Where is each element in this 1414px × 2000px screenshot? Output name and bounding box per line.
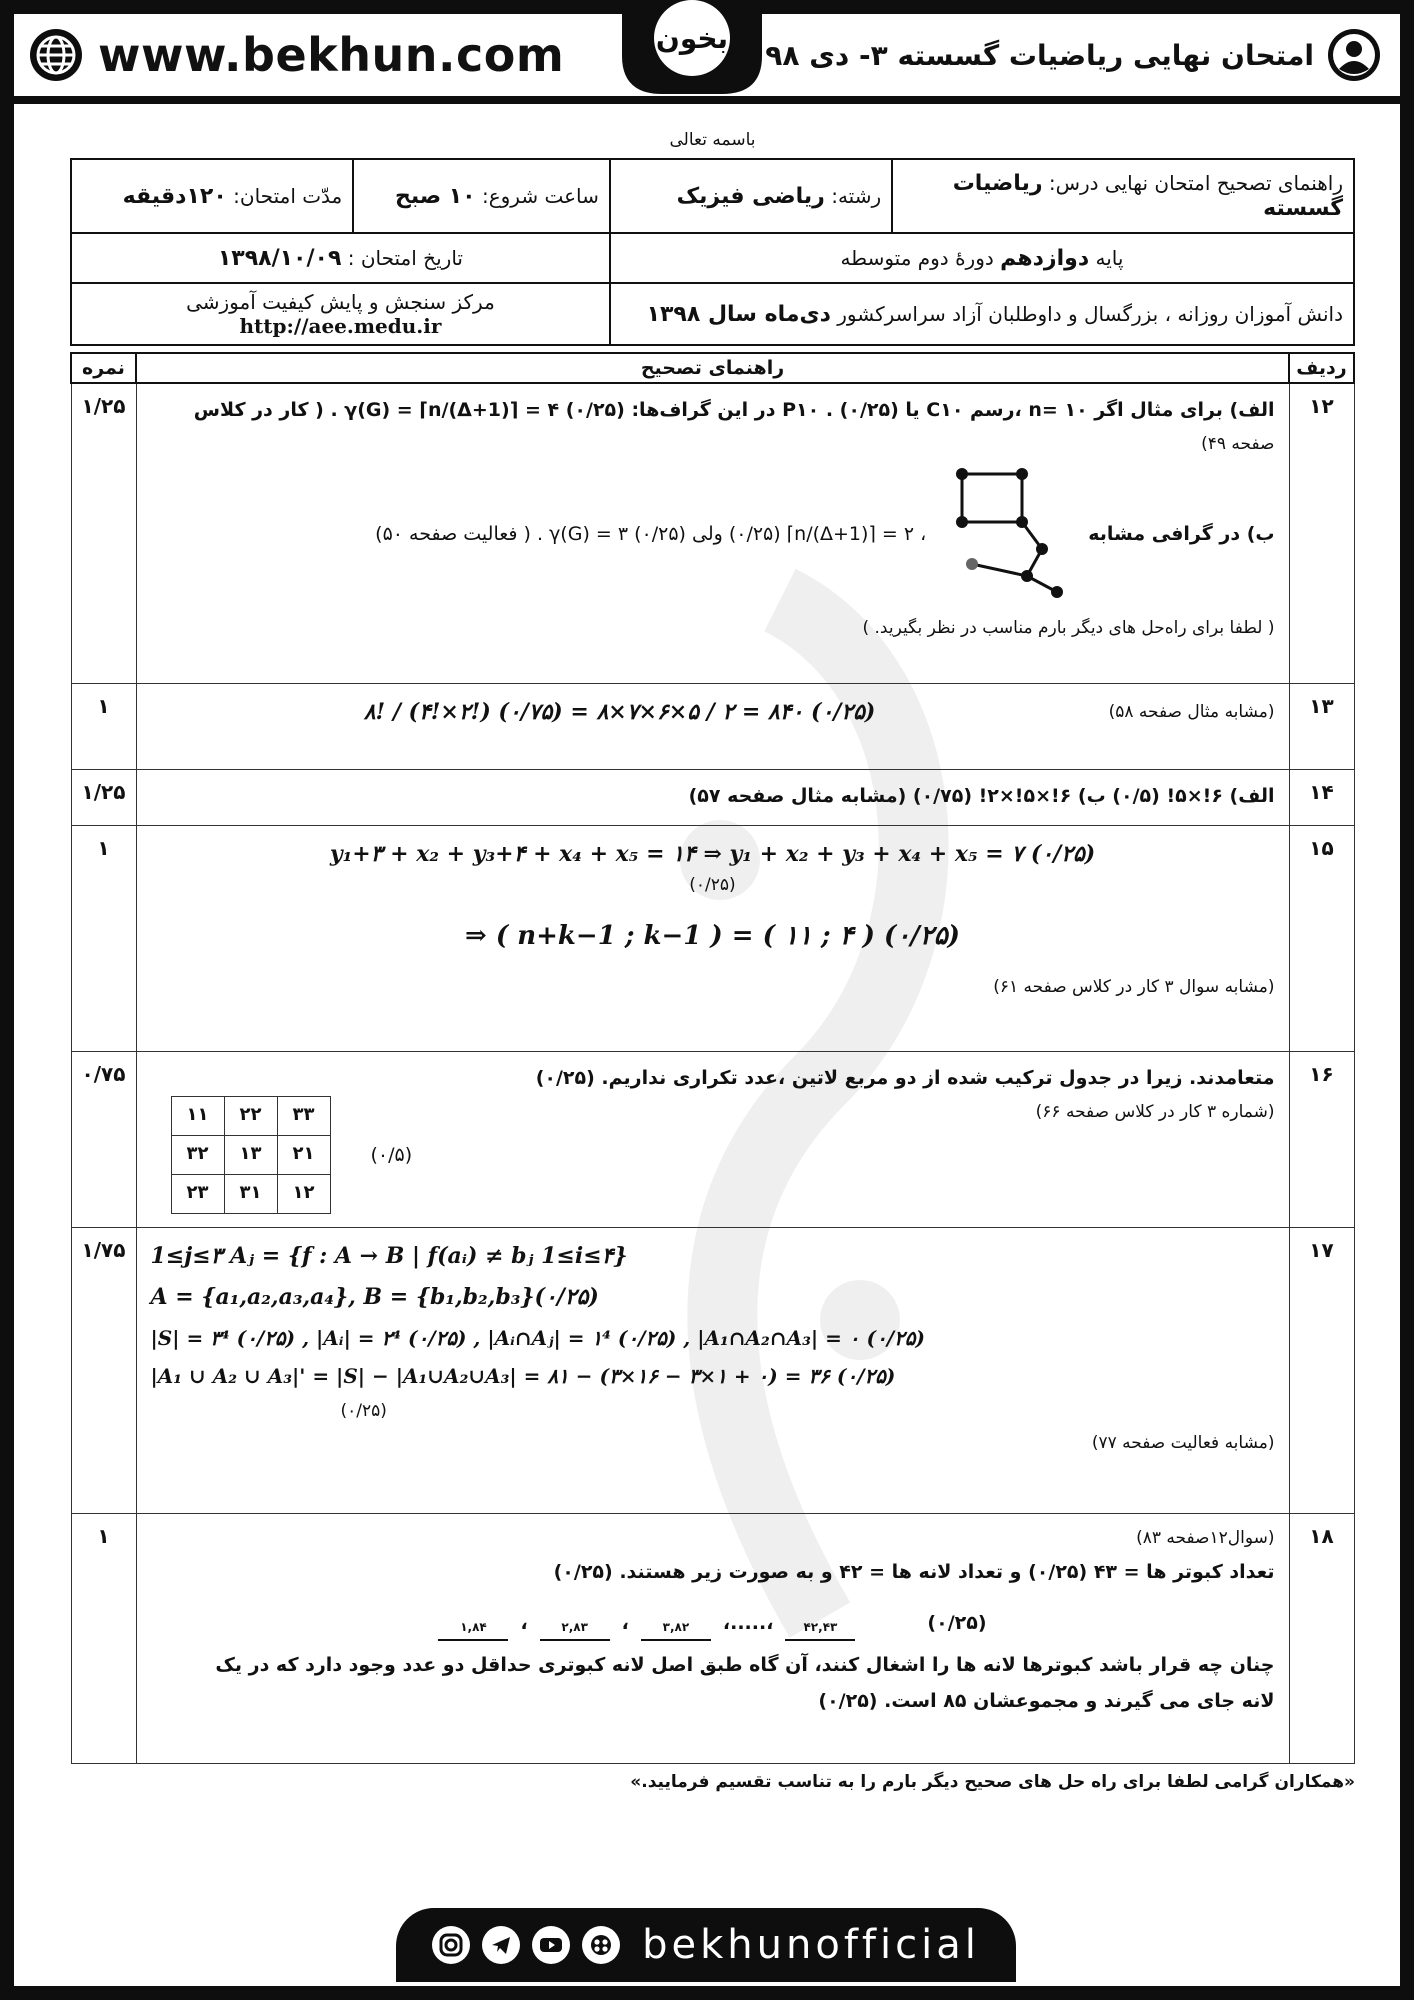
students-text: دانش آموزان روزانه ، بزرگسال و داوطلبان آزاد سراسرکشور: [837, 301, 1343, 326]
slot: [540, 1590, 610, 1641]
question-row-17: [71, 1227, 1354, 1513]
answer-16-mark: (۰/۵): [370, 1143, 413, 1166]
answer-key-document: [70, 130, 1355, 1792]
slot-label: ۱,۸۴: [460, 1619, 487, 1634]
user-icon: [1326, 27, 1382, 83]
question-row-16: [71, 1051, 1354, 1227]
site-url[interactable]: www.bekhun.com: [98, 28, 565, 82]
latin-cell: ۳۲: [171, 1135, 224, 1174]
question-number: ۱۳: [1289, 683, 1354, 769]
answer-12-note: ( لطفا برای راه‌حل های دیگر بارم مناسب در نظر بگیرید. ): [862, 618, 1275, 639]
start-time: ۱۰ صبح: [394, 183, 476, 209]
question-number: ۱۷: [1289, 1227, 1354, 1513]
aparat-icon[interactable]: [582, 1926, 620, 1964]
col-guide: راهنمای تصحیح: [136, 353, 1289, 383]
answer-17-l3: |S| = ۳⁴ (۰/۲۵) , |Aᵢ| = ۲⁴ (۰/۲۵) , |Aᵢ∩Aⱼ| = ۱⁴ (۰/۲۵) , |A₁∩A₂∩A₃| = ۰ (۰/۲۵): [150, 1326, 925, 1351]
answer-13: [136, 683, 1289, 769]
grade: دوازدهم: [1000, 245, 1090, 271]
slot-label: ۲,۸۳: [561, 1619, 588, 1634]
question-number: ۱۲: [1289, 383, 1354, 683]
answers-table: [70, 352, 1355, 1764]
answer-13-ref: (مشابه مثال صفحه ۵۸): [1108, 702, 1275, 723]
question-score: ۱/۷۵: [71, 1227, 136, 1513]
answer-14: الف) ۶!×۵! (۰/۵) ب) ۶!×۵!×۲! (۰/۷۵) (مشابه مثال صفحه ۵۷): [136, 769, 1289, 825]
latin-cell: ۲۳: [171, 1174, 224, 1213]
center-url[interactable]: http://aee.medu.ir: [239, 314, 442, 338]
field-label: رشته:: [831, 183, 882, 208]
latin-cell: ۲۱: [277, 1135, 330, 1174]
latin-cell: ۲۲: [224, 1096, 277, 1135]
grade-label: پایه: [1095, 245, 1124, 270]
question-score: ۱/۲۵: [71, 383, 136, 683]
graph-vertex: [1051, 586, 1063, 598]
start-label: ساعت شروع:: [481, 183, 599, 208]
pigeonhole-slots: ۱,۸۴ ، ۲,۸۳ ، ۳,۸۲ ،.....، ۴۲,۴۳ (۰/۲۵): [151, 1590, 1275, 1641]
answer-15-under: (۰/۲۵): [689, 875, 736, 896]
exam-header-table: [70, 158, 1355, 346]
center-name: مرکز سنجش و پایش کیفیت آموزشی: [186, 290, 495, 314]
answer-12-a: الف) برای مثال اگر n= ۱۰ ،رسم C۱۰ یا P۱۰ . (۰/۲۵) در این گراف‌ها: γ(G) = ⌈n/(Δ+1)⌉ = ۴ (۰/۲۵) . ( کار در کلاس: [193, 399, 1275, 421]
logo-text: بخون: [655, 22, 729, 55]
answer-18-l3: لانه جای می گیرند و مجموعشان ۸۵ است. (۰/۲۵): [818, 1689, 1275, 1712]
question-number: ۱۵: [1289, 825, 1354, 1051]
duration-label: مدّت امتحان:: [233, 183, 343, 208]
exam-date: ۱۳۹۸/۱۰/۰۹: [217, 245, 342, 271]
answer-13-math: ۸! / (۴!×۲!) (۰/۷۵) = ۸×۷×۶×۵ / ۲ = ۸۴۰ (۰/۲۵): [363, 698, 876, 725]
graph-vertex: [1036, 543, 1048, 555]
question-score: ۱: [71, 825, 136, 1051]
question-number: ۱۸: [1289, 1513, 1354, 1763]
slot: [438, 1590, 508, 1641]
graph-vertex: [1021, 570, 1033, 582]
slot: [641, 1590, 711, 1641]
col-row: ردیف: [1289, 353, 1354, 383]
answer-12-b-formula: ، ۲ = ⌈n/(Δ+1)⌉ (۰/۲۵) ولی γ(G) = ۳ (۰/۲۵) . ( فعالیت صفحه ۵۰): [375, 523, 927, 546]
field-name: ریاضی فیزیک: [676, 183, 825, 209]
slot-dots: ،.....،: [722, 1611, 774, 1634]
social-handle[interactable]: bekhunofficial: [642, 1922, 980, 1968]
slot-label: ۳,۸۲: [662, 1619, 690, 1634]
col-score: نمره: [71, 353, 136, 383]
answer-18-ref: (سوال۱۲صفحه ۸۳): [1136, 1527, 1275, 1548]
answer-16: [136, 1051, 1289, 1227]
question-row-14: [71, 769, 1354, 825]
youtube-icon[interactable]: [532, 1926, 570, 1964]
date-label: تاریخ امتحان :: [347, 245, 463, 270]
footer-note: «همکاران گرامی لطفا برای راه حل های صحیح دیگر بارم را به تناسب تقسیم فرمایید.»: [630, 1771, 1355, 1792]
example-graph: [942, 464, 1072, 604]
graph-vertex: [956, 468, 968, 480]
answer-18-mark: (۰/۲۵): [927, 1611, 987, 1634]
latin-cell: ۱۲: [277, 1174, 330, 1213]
duration: ۱۲۰دقیقه: [122, 183, 227, 209]
exam-title-block: [765, 27, 1400, 83]
instagram-icon[interactable]: [432, 1926, 470, 1964]
bismillah: باسمه تعالی: [669, 130, 756, 150]
question-score: ۱/۲۵: [71, 769, 136, 825]
social-bar: [396, 1908, 1016, 1982]
graph-vertex: [956, 516, 968, 528]
question-row-13: [71, 683, 1354, 769]
course-label: راهنمای تصحیح امتحان نهایی درس:: [1048, 171, 1343, 195]
answer-18-l1: تعداد کبوتر ها = ۴۳ (۰/۲۵) و تعداد لانه ها = ۴۲ و به صورت زیر هستند. (۰/۲۵): [553, 1560, 1275, 1583]
answers-header-row: [71, 353, 1354, 383]
answer-18-l2: چنان چه قرار باشد کبوترها لانه ها را اشغال کنند، آن گاه طبق اصل لانه کبوتری حداقل دو عدد وجود دارد که در یک: [215, 1653, 1275, 1676]
answer-15: [136, 825, 1289, 1051]
telegram-icon[interactable]: [482, 1926, 520, 1964]
latin-cell: ۳۱: [224, 1174, 277, 1213]
answer-17-under: (۰/۲۵): [340, 1401, 387, 1422]
latin-cell: ۱۱: [171, 1096, 224, 1135]
question-score: ۱: [71, 1513, 136, 1763]
answer-12: [136, 383, 1289, 683]
answer-17: [136, 1227, 1289, 1513]
answer-16-text: متعامدند. زیرا در جدول ترکیب شده از دو مربع لاتین ،عدد تکراری نداریم. (۰/۲۵): [535, 1066, 1275, 1089]
question-score: ۰/۷۵: [71, 1051, 136, 1227]
graph-vertex: [1016, 468, 1028, 480]
bekhun-logo: [622, 0, 762, 94]
course-name: ریاضیات گسسته: [952, 171, 1343, 221]
graph-vertex: [966, 558, 978, 570]
slot: [785, 1590, 855, 1641]
answer-15-line1: y₁+۳ + x₂ + y₃+۴ + x₄ + x₅ = ۱۴ ⇒ y₁ + x₂ + y₃ + x₄ + x₅ = ۷ (۰/۲۵): [329, 840, 1096, 867]
latin-square-table: [171, 1096, 331, 1214]
answer-15-line2: ⇒ ( n+k−1 ; k−1 ) = ( ۱۱ ; ۴ ) (۰/۲۵): [465, 920, 960, 951]
answer-12-b: ب) در گرافی مشابه: [1088, 523, 1275, 546]
answer-18: [136, 1513, 1289, 1763]
graph-vertex: [1016, 516, 1028, 528]
exam-title: امتحان نهایی ریاضیات گسسته ۳- دی ۹۸: [765, 38, 1314, 72]
answer-17-ref: (مشابه فعالیت صفحه ۷۷): [1091, 1433, 1275, 1454]
latin-cell: ۳۳: [277, 1096, 330, 1135]
answer-17-l4: |A₁ ∪ A₂ ∪ A₃|' = |S| − |A₁∪A₂∪A₃| = ۸۱ − (۳×۱۶ − ۳×۱ + ۰) = ۳۶ (۰/۲۵): [150, 1364, 896, 1389]
question-row-18: [71, 1513, 1354, 1763]
answer-17-l2: A = {a₁,a₂,a₃,a₄}, B = {b₁,b₂,b₃}(۰/۲۵): [150, 1284, 599, 1311]
exam-session: دی‌ماه سال ۱۳۹۸: [646, 301, 831, 327]
slot-label: ۴۲,۴۳: [803, 1619, 838, 1634]
grade-tail: دورهٔ دوم متوسطه: [840, 245, 994, 270]
question-score: ۱: [71, 683, 136, 769]
answer-15-ref: (مشابه سوال ۳ کار در کلاس صفحه ۶۱): [993, 976, 1275, 997]
answer-17-l1: 1≤j≤۳ Aⱼ = {f : A → B | f(aᵢ) ≠ bⱼ 1≤i≤۴}: [150, 1242, 628, 1269]
globe-icon: [28, 27, 84, 83]
question-row-12: [71, 383, 1354, 683]
answer-12-a-ref: صفحه ۴۹): [1201, 434, 1275, 455]
latin-cell: ۱۳: [224, 1135, 277, 1174]
question-number: ۱۶: [1289, 1051, 1354, 1227]
site-brand[interactable]: [14, 27, 564, 83]
question-row-15: [71, 825, 1354, 1051]
question-number: ۱۴: [1289, 769, 1354, 825]
answer-16-ref: (شماره ۳ کار در کلاس صفحه ۶۶): [1035, 1101, 1275, 1122]
